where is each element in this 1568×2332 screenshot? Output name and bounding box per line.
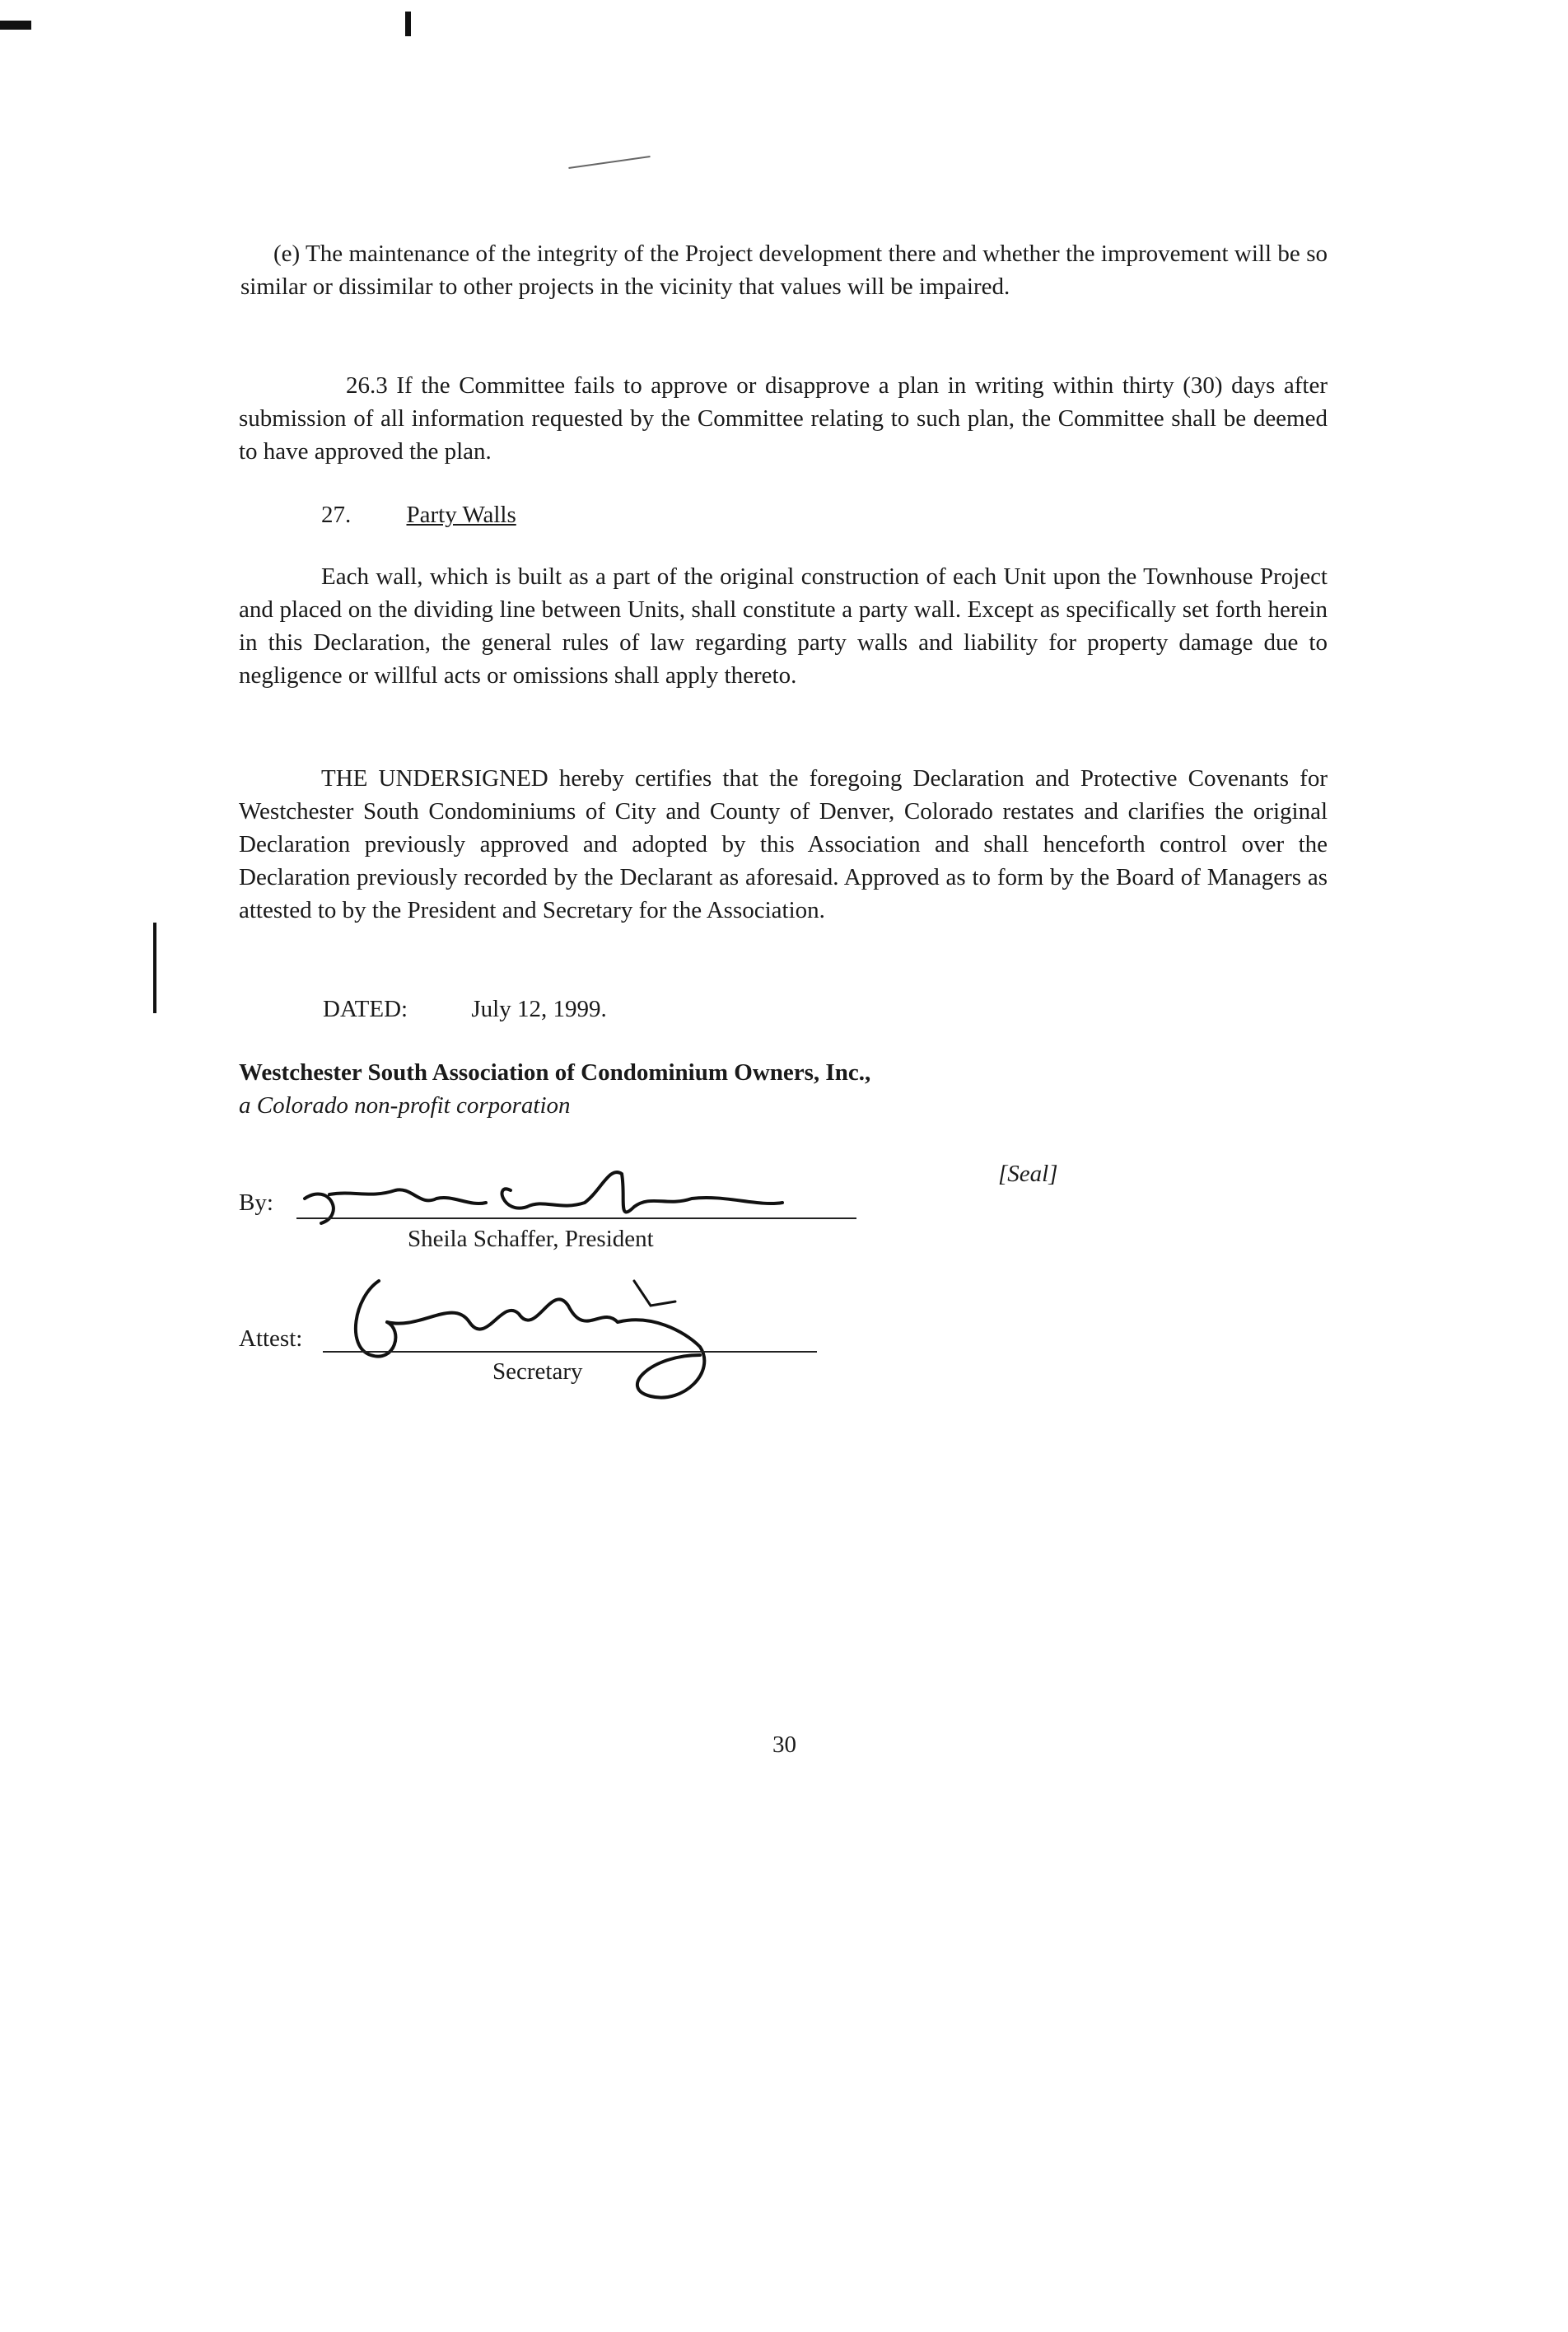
- page-number: 30: [772, 1731, 796, 1758]
- seal-label: [Seal]: [998, 1161, 1058, 1187]
- scan-artifact-top-mark: [405, 12, 411, 36]
- paragraph-27: Each wall, which is built as a part of the original construction of each Unit upon the Townhouse Project and placed on the dividing line between Units, shall constitute a party wall. Except as specifically set forth herein in this Declaration, the general rules of law regarding party walls and liability for property damage due to negligence or willful acts or omissions shall apply thereto.: [239, 563, 1328, 689]
- section-27-heading: [321, 498, 516, 531]
- scan-artifact-top-left: [0, 21, 31, 30]
- association-name: Westchester South Association of Condominium Owners, Inc.,: [239, 1059, 871, 1086]
- secretary-title: Secretary: [492, 1358, 583, 1385]
- paragraph-certification: THE UNDERSIGNED hereby certifies that the foregoing Declaration and Protective Covenants for Westchester South Condominiums of City and County of Denver, Colorado restates and clarifies the original Declaration previously approved and adopted by this Association and shall henceforth control over the Declaration previously recorded by the Declarant as aforesaid. Approved as to form by the Board of Managers as attested to by the President and Secretary for the Association.: [239, 765, 1328, 923]
- association-description: a Colorado non-profit corporation: [239, 1092, 571, 1119]
- dated-line: [323, 993, 607, 1026]
- secretary-signature-line: [323, 1351, 817, 1353]
- by-label: By:: [239, 1189, 273, 1216]
- section-27-number: 27.: [321, 502, 352, 528]
- president-name: Sheila Schaffer, President: [408, 1226, 654, 1252]
- dated-label: DATED:: [323, 996, 408, 1022]
- section-27-title: Party Walls: [406, 502, 516, 528]
- president-signature-line: [296, 1217, 856, 1219]
- scan-artifact-top-stroke: [568, 156, 650, 169]
- paragraph-26-3: 26.3 If the Committee fails to approve or disapprove a plan in writing within thirty (30) days after submission of all information requested by the Committee relating to such plan, the Committee shall be deemed to have approved the plan.: [239, 372, 1328, 465]
- paragraph-e: (e) The maintenance of the integrity of the Project development there and whether the improvement will be so similar or dissimilar to other projects in the vicinity that values will be impaired.: [240, 241, 1328, 300]
- attest-label: Attest:: [239, 1325, 303, 1352]
- secretary-signature: [338, 1248, 733, 1413]
- dated-value: July 12, 1999.: [471, 996, 607, 1022]
- margin-bar: [153, 923, 156, 1013]
